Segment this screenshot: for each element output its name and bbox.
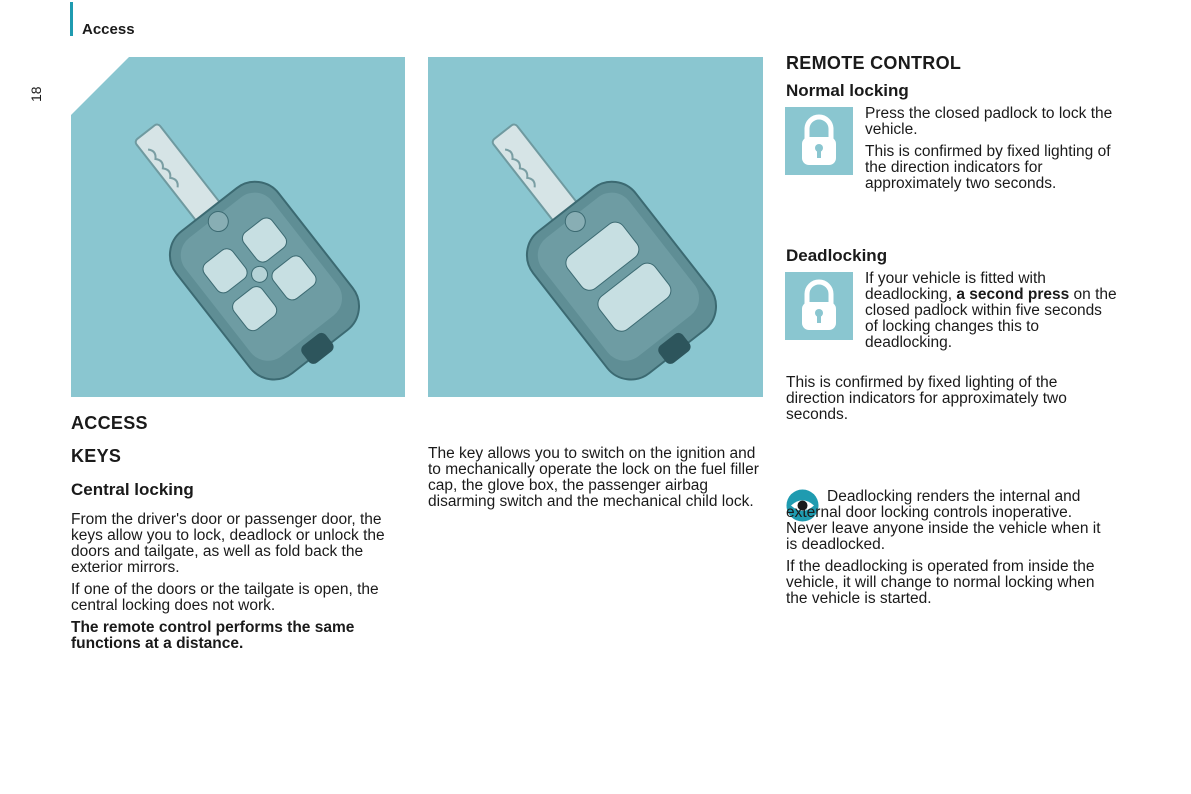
header-accent-bar: [70, 2, 73, 36]
padlock-icon-normal: [785, 107, 853, 175]
section-title: Access: [82, 21, 135, 38]
heading-remote-control: REMOTE CONTROL: [786, 53, 962, 73]
normal-locking-para-2: This is confirmed by fixed lighting of the direction indicators for approximately two seconds.: [865, 143, 1111, 192]
figure-key-four-buttons: [71, 57, 405, 397]
closed-padlock-icon: [785, 272, 853, 340]
warning-para-2: If the deadlocking is operated from inside the vehicle, it will change to normal locking when the vehicle is started.: [786, 558, 1095, 607]
central-locking-para-1: From the driver's door or passenger door, the keys allow you to lock, deadlock or unlock the doors and tailgate, as well as fold back the exterior mirrors.: [71, 511, 385, 576]
central-locking-para-3: The remote control performs the same functions at a distance.: [71, 619, 355, 652]
page-number: 18: [28, 86, 44, 102]
deadlocking-text-start: If your vehicle is fitted with deadlocking,: [865, 270, 1046, 303]
deadlocking-text-bold: a second press: [956, 286, 1070, 303]
deadlocking-confirm-para: This is confirmed by fixed lighting of the direction indicators for approximately two seconds.: [786, 374, 1067, 423]
heading-central-locking: Central locking: [71, 480, 194, 499]
heading-normal-locking: Normal locking: [786, 81, 909, 100]
deadlocking-confirm-text: [786, 375, 1076, 429]
central-locking-para-2: If one of the doors or the tailgate is open, the central locking does not work.: [71, 581, 379, 614]
closed-padlock-icon: [785, 107, 853, 175]
warning-para-1: Deadlocking renders the internal and external door locking controls inoperative. Never leave anyone inside the vehicle when it is deadlocked.: [786, 488, 1101, 553]
central-locking-text: [71, 512, 389, 658]
deadlocking-warning-note: [786, 489, 1111, 613]
deadlocking-text-end: on the closed padlock within five seconds of locking changes this to deadlocking.: [865, 286, 1117, 351]
heading-deadlocking: Deadlocking: [786, 246, 888, 265]
figure-corner-cut: [71, 57, 129, 115]
padlock-icon-deadlock: [785, 272, 853, 340]
remote-key-2-button-icon: [428, 57, 763, 397]
deadlocking-text: [865, 271, 1117, 357]
heading-access: ACCESS: [71, 413, 148, 433]
heading-keys: KEYS: [71, 446, 122, 466]
key-description-para: The key allows you to switch on the ignition and to mechanically operate the lock on the fuel filler cap, the glove box, the passenger airbag disarming switch and the mechanical child lock.: [428, 445, 759, 510]
figure-key-two-buttons: [428, 57, 763, 397]
normal-locking-text: [865, 106, 1115, 198]
key-description-text: [428, 446, 763, 516]
normal-locking-para-1: Press the closed padlock to lock the vehicle.: [865, 105, 1113, 138]
